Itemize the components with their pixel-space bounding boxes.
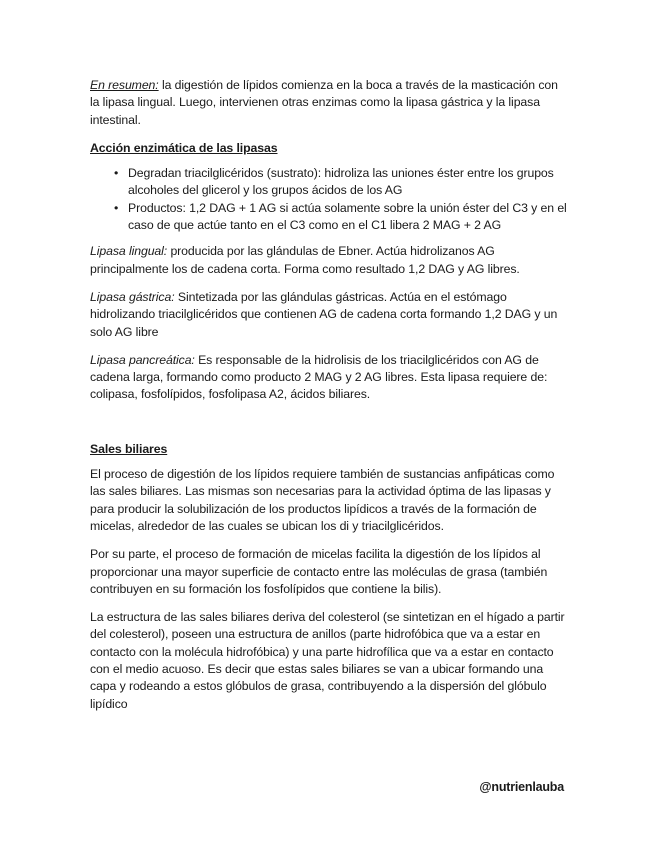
lipasa-pancreatica-paragraph (90, 352, 568, 404)
sales-paragraph: Por su parte, el proceso de formación de micelas facilita la digestión de los lípidos al proporcionar una mayor superficie de contacto entre las moléculas de grasa (también contribuyen en su formación los fosfolípidos que contiene la bilis). (90, 547, 548, 596)
lipasa-text: Sintetizada por las glándulas gástricas. Actúa en el estómago hidrolizando triacilglicéridos que contienen AG de cadena corta formando 1,2 DAG y un solo AG libre (90, 289, 558, 339)
list-item (114, 200, 568, 235)
lipasa-gastrica-paragraph (90, 289, 568, 341)
bullet-icon: • (114, 166, 119, 181)
lipasa-lingual-paragraph (90, 243, 568, 278)
list-item (114, 165, 568, 200)
lipasa-text: producida por las glándulas de Ebner. Actúa hidrolizanos AG principalmente los de cadena corta. Forma como resultado 1,2 DAG y AG libres. (90, 244, 520, 276)
bullet-list (90, 165, 568, 234)
lipasa-text: Es responsable de la hidrolisis de los triacilglicéridos con AG de cadena larga, formando como producto 2 MAG y 2 AG libres. Esta lipasa requiere de: colipasa, fosfolípidos, fosfolipasa A2, ácidos biliares. (90, 352, 548, 402)
author-handle: @nutrienlauba (479, 780, 564, 794)
sales-paragraph: La estructura de las sales biliares deriva del colesterol (se sintetizan en el hígado a partir del colesterol), poseen una estructura de anillos (parte hidrofóbica que va a estar en contacto con la molécula hidrofóbica) y una parte hidrofílica que va a estar en contacto con el medio acuoso. Es decir que estas sales biliares se van a ubicar formando una capa y rodeando a estos glóbulos de grasa, contribuyendo a la dispersión del glóbulo lipídico (90, 610, 565, 711)
section-heading-accion: Acción enzimática de las lipasas (90, 140, 278, 155)
summary-text: la digestión de lípidos comienza en la boca a través de la masticación con la lipasa lingual. Luego, intervienen otras enzimas como la lipasa gástrica y la lipasa intestinal. (90, 78, 558, 127)
bullet-icon: • (114, 200, 119, 215)
list-item-text: Degradan triacilglicéridos (sustrato): hidroliza las uniones éster entre los grupos alcoholes del glicerol y los grupos ácidos de los AG (128, 166, 554, 198)
summary-paragraph (90, 77, 568, 129)
document-page (90, 77, 568, 724)
lipasa-name: Lipasa gástrica: (90, 289, 175, 304)
list-item-text: Productos: 1,2 DAG + 1 AG si actúa solamente sobre la unión éster del C3 y en el caso de que actúe tanto en el C3 como en el C1 libera 2 MAG + 2 AG (128, 200, 567, 233)
section-heading-sales: Sales biliares (90, 441, 168, 456)
sales-paragraph: El proceso de digestión de los lípidos requiere también de sustancias anfipáticas como las sales biliares. Las mismas son necesarias para la actividad óptima de las lipasas y para producir la solubilización de los productos lipídicos a través de la formación de micelas, alrededor de las cuales se ubican los di y triacilglicéridos. (90, 467, 555, 533)
summary-lead: En resumen: (90, 78, 159, 92)
lipasa-name: Lipasa lingual: (90, 244, 168, 259)
section-spacer (90, 415, 568, 441)
lipasa-name: Lipasa pancreática: (90, 352, 195, 367)
